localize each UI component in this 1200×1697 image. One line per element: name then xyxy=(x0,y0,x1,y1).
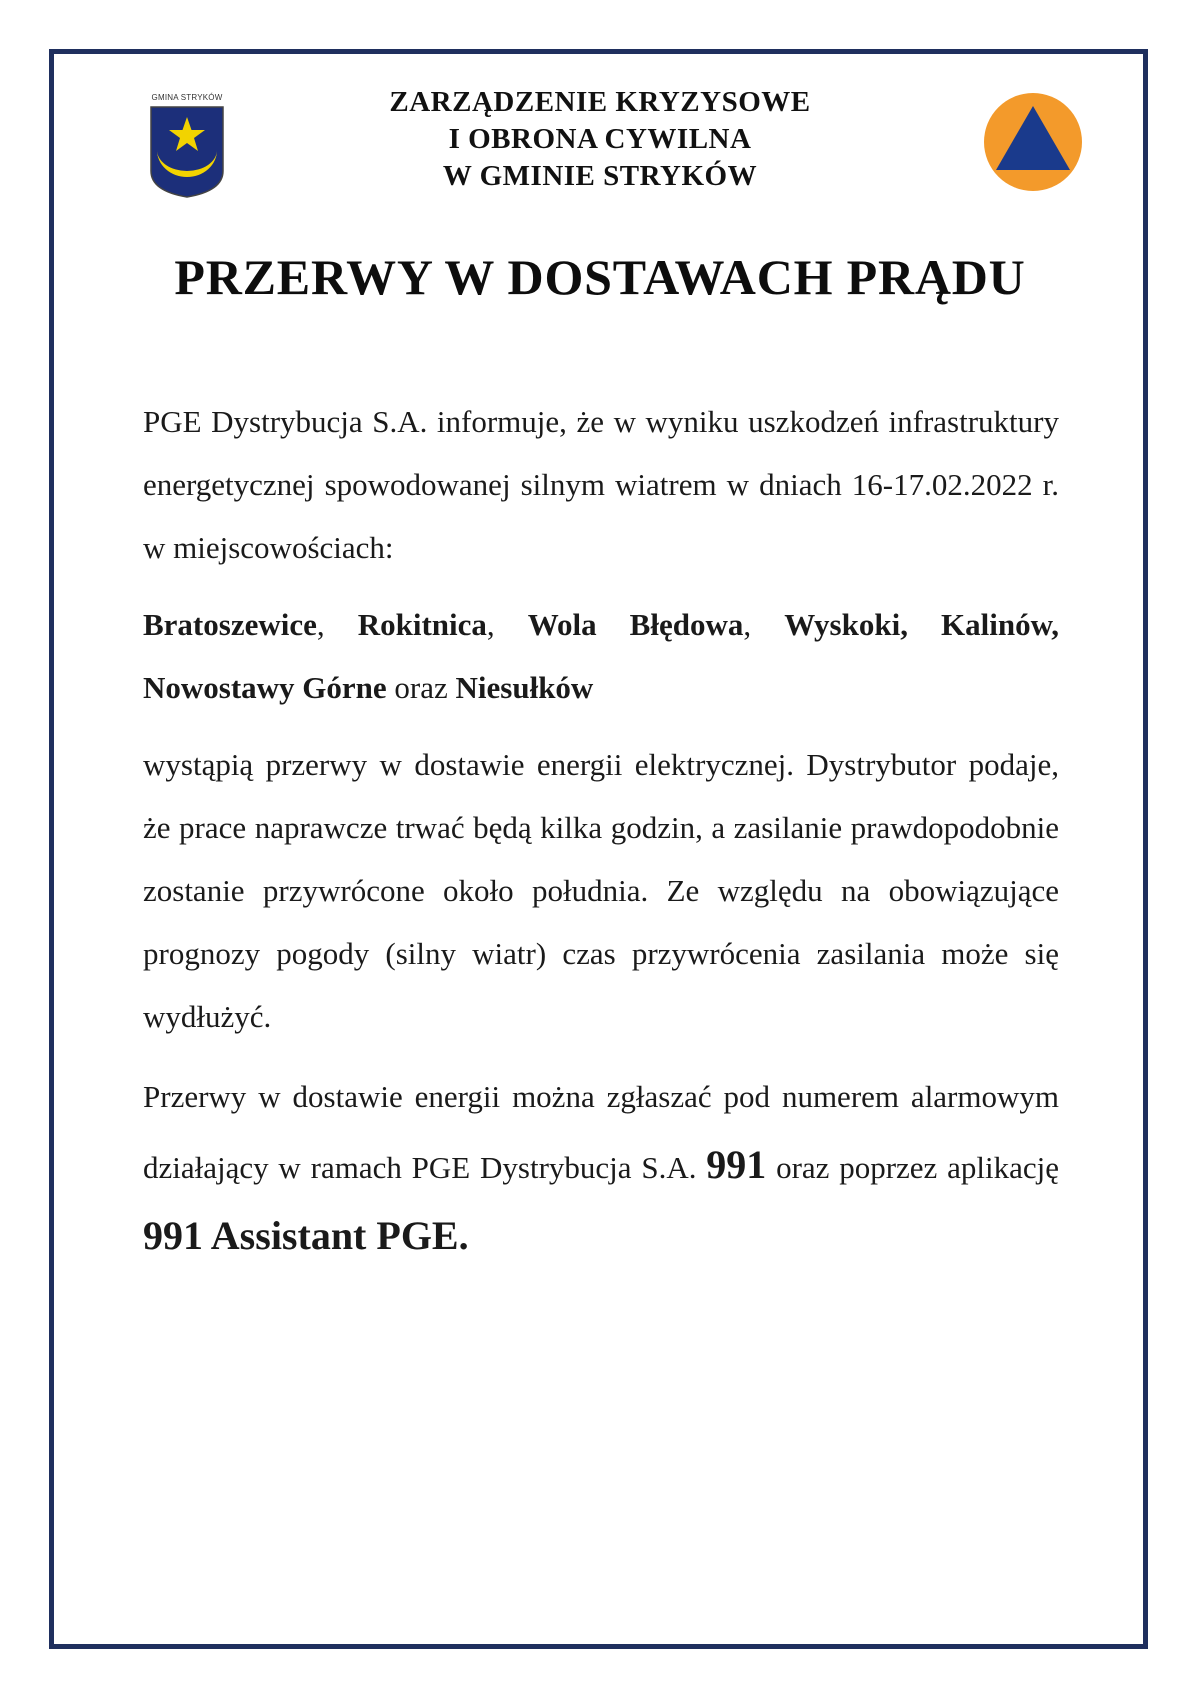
app-name: 991 Assistant PGE. xyxy=(143,1213,469,1258)
header-line-3: W GMINIE STRYKÓW xyxy=(442,160,758,192)
locality-separator-3: , xyxy=(743,607,785,642)
header-block xyxy=(300,84,900,195)
locality-2: Rokitnica xyxy=(357,607,487,642)
locality-4: Wyskoki, Kalinów, Nowostawy Górne xyxy=(143,607,1060,705)
coat-of-arms-icon xyxy=(149,105,225,199)
emergency-number: 991 xyxy=(706,1142,767,1187)
contact-paragraph xyxy=(143,1063,1059,1273)
intro-paragraph: PGE Dystrybucja S.A. informuje, że w wyniku uszkodzeń infrastruktury energetycznej spowodowanej silnym wiatrem w dniach 16-17.02.2022 r. w miejscowościach: xyxy=(143,404,1059,565)
locality-5: Niesułków xyxy=(455,670,594,705)
document-body xyxy=(143,390,1059,1273)
coat-of-arms xyxy=(145,93,229,199)
locality-conjunction: oraz xyxy=(386,670,456,705)
contact-text-2: oraz poprzez aplikację xyxy=(766,1150,1059,1185)
locality-separator-1: , xyxy=(316,607,358,642)
locality-3: Wola Błędowa xyxy=(527,607,744,642)
outage-paragraph: wystąpią przerwy w dostawie energii elektrycznej. Dystrybutor podaje, że prace naprawcze trwać będą kilka godzin, a zasilanie prawdopodobnie zostanie przywrócone około południa. Ze względu na obowiązujące prognozy pogody (silny wiatr) czas przywrócenia zasilania może się wydłużyć. xyxy=(143,747,1059,1034)
localities-paragraph xyxy=(143,593,1059,719)
crest-label: GMINA STRYKÓW xyxy=(151,93,223,102)
header-line-1: ZARZĄDZENIE KRYZYSOWE xyxy=(389,86,811,118)
locality-1: Bratoszewice xyxy=(143,607,317,642)
civil-defense-triangle-icon xyxy=(983,92,1083,192)
locality-separator-2: , xyxy=(486,607,528,642)
contact-text-1: Przerwy w dostawie energii można zgłaszać pod numerem alarmowym działający w ramach PGE Dystrybucja S.A. xyxy=(143,1079,1059,1185)
header-line-2: I OBRONA CYWILNA xyxy=(448,123,752,155)
document-title: PRZERWY W DOSTAWACH PRĄDU xyxy=(174,249,1026,305)
